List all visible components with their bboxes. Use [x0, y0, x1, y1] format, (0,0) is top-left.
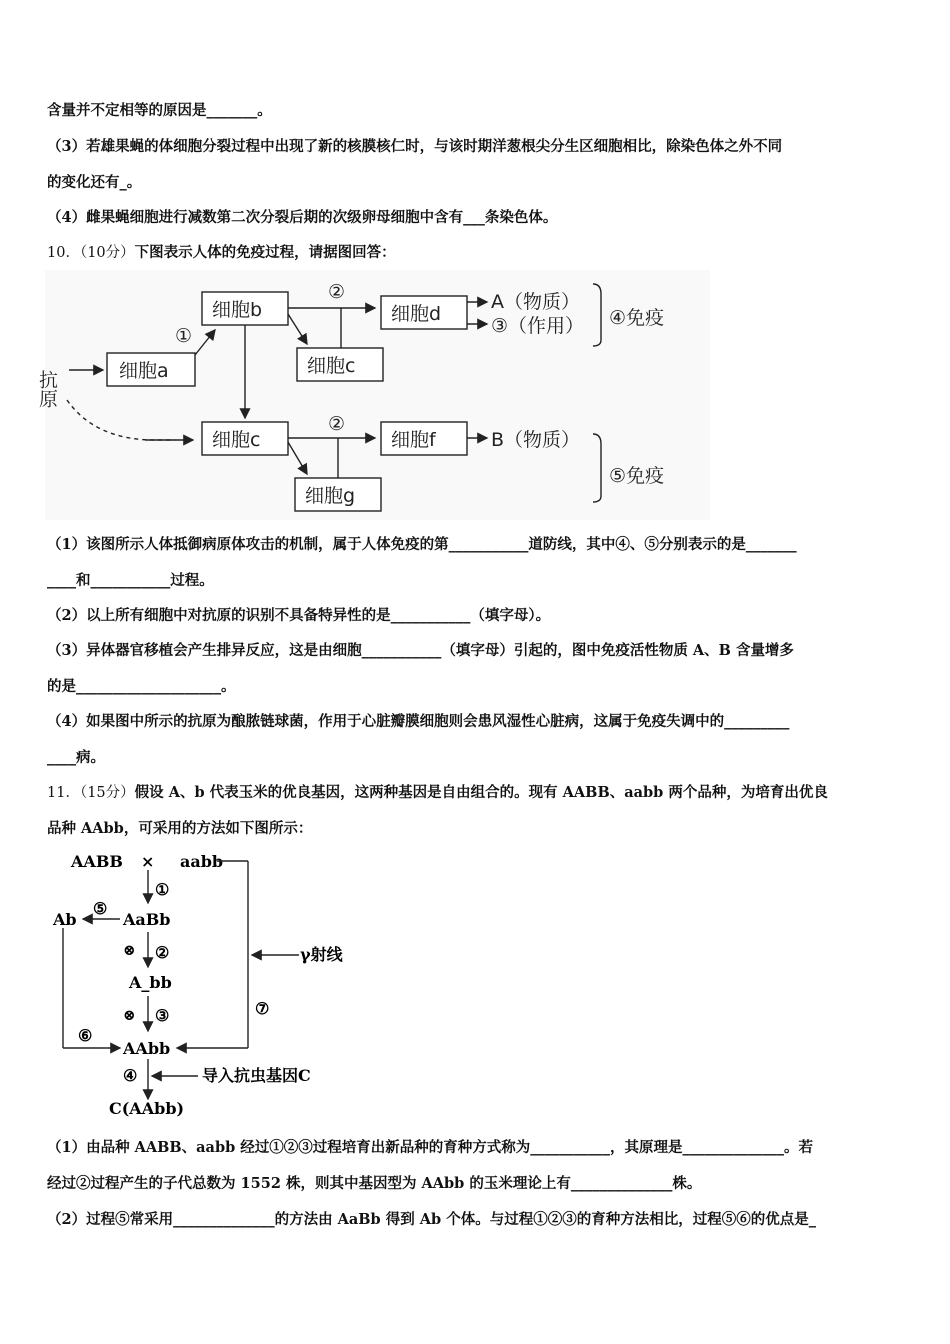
gamma-ray-label: γ射线	[300, 945, 343, 964]
text-line: 经过②过程产生的子代总数为 1552 株，则其中基因型为 AAbb 的玉米理论上有______________株。	[47, 1175, 702, 1192]
text-line: 的是____________________。	[47, 678, 236, 695]
cell-b: 细胞b	[212, 299, 263, 321]
step-2-bottom-label: ②	[328, 413, 346, 435]
question-10-header	[47, 243, 396, 263]
question-9-4: （4）雌果蝇细胞进行减数第二次分裂后期的次级卵母细胞中含有___条染色体。	[47, 209, 558, 226]
step-2-top-label: ②	[328, 281, 346, 303]
question-10-2: （2）以上所有细胞中对抗原的识别不具备特异性的是___________（填字母）。	[47, 607, 551, 624]
target-aabb: AAbb	[123, 1039, 171, 1058]
step-1: ①	[155, 880, 170, 899]
cell-f: 细胞f	[391, 429, 436, 451]
question-text: 假设 A、b 代表玉米的优良基因，这两种基因是自由组合的。现有 AABB、aabb 两个品种，为培育出优良	[134, 784, 828, 801]
output-b: B（物质）	[491, 429, 581, 451]
cell-c: 细胞c	[212, 429, 261, 451]
step-3: ③	[155, 1006, 170, 1025]
parent-aabb-upper: AABB	[71, 852, 123, 871]
f1-aabb: AaBb	[123, 910, 171, 929]
self-cross-1: ⊗	[123, 941, 136, 959]
breeding-diagram	[45, 848, 365, 1123]
self-cross-2: ⊗	[123, 1006, 136, 1024]
text-line: ____病。	[47, 749, 105, 766]
text-line: 的变化还有_。	[47, 174, 142, 191]
parent-aabb-lower: aabb	[180, 852, 224, 871]
question-9-3: （3）若雄果蝇的体细胞分裂过程中出现了新的核膜核仁时，与该时期洋葱根尖分生区细胞相比，除染色体之外不同	[47, 138, 783, 155]
text-line: ____和___________过程。	[47, 572, 214, 589]
cross-symbol: ×	[141, 852, 155, 871]
step-1-label: ①	[175, 325, 193, 347]
question-number: 10．（10分）	[47, 245, 135, 261]
text-line: 品种 AAbb，可采用的方法如下图所示：	[47, 820, 313, 837]
genotype-a-bb: A_bb	[129, 973, 172, 992]
cell-c-top: 细胞c	[307, 355, 356, 377]
output-a: A（物质）	[491, 291, 580, 313]
step-2: ②	[155, 943, 170, 962]
immunity-4: ④免疫	[609, 307, 665, 329]
question-11-header	[47, 783, 828, 803]
haploid-ab: Ab	[53, 910, 77, 929]
step-4: ④	[123, 1066, 138, 1085]
cell-a: 细胞a	[119, 360, 169, 382]
question-11-1: （1）由品种 AABB、aabb 经过①②③过程培育出新品种的育种方式称为___________，其原理是______________。若	[47, 1139, 814, 1156]
question-number: 11．（15分）	[47, 785, 135, 801]
text-line: 含量并不定相等的原因是_______。	[47, 102, 272, 119]
output-3: ③（作用）	[491, 315, 585, 337]
immunity-5: ⑤免疫	[609, 465, 665, 487]
step-6: ⑥	[78, 1026, 93, 1045]
gene-import-label: 导入抗虫基因C	[202, 1066, 311, 1085]
cell-d: 细胞d	[391, 303, 442, 325]
step-5: ⑤	[93, 899, 108, 918]
question-11-2: （2）过程⑤常采用______________的方法由 AaBb 得到 Ab 个体。与过程①②③的育种方法相比，过程⑤⑥的优点是_	[47, 1211, 816, 1228]
question-text: 下图表示人体的免疫过程，请据图回答：	[134, 244, 396, 261]
immune-diagram	[36, 270, 710, 520]
final-c-aabb: C(AAbb)	[109, 1099, 185, 1118]
cell-g: 细胞g	[305, 485, 356, 507]
question-10-1: （1）该图所示人体抵御病原体攻击的机制，属于人体免疫的第___________道防线，其中④、⑤分别表示的是_______	[47, 536, 797, 553]
question-10-4: （4）如果图中所示的抗原为酿脓链球菌，作用于心脏瓣膜细胞则会患风湿性心脏病，这属于免疫失调中的_________	[47, 713, 790, 730]
question-10-3: （3）异体器官移植会产生排异反应，这是由细胞___________（填字母）引起的，图中免疫活性物质 A、B 含量增多	[47, 642, 794, 659]
step-7: ⑦	[255, 999, 270, 1018]
antigen-label: 抗原	[36, 370, 58, 408]
